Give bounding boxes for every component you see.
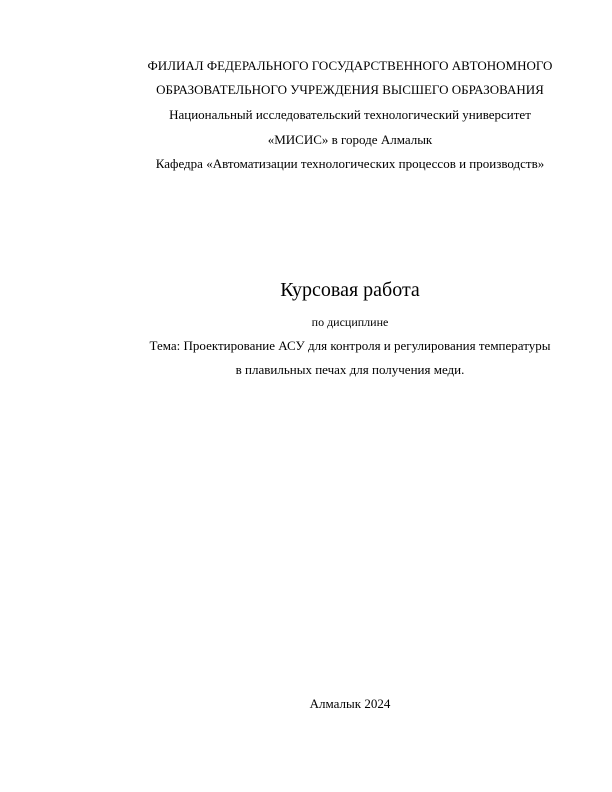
document-title: Курсовая работа [280,279,420,301]
discipline-label: по дисциплине [311,315,389,329]
city-year: Алмалык 2024 [309,696,391,711]
university-name: Национальный исследовательский технологический университет [169,107,531,122]
institution-line-2: ОБРАЗОВАТЕЛЬНОГО УЧРЕЖДЕНИЯ ВЫСШЕГО ОБРАЗОВАНИЯ [156,82,544,97]
department-name: Кафедра «Автоматизации технологических процессов и производств» [155,156,545,171]
topic-line-1: Тема: Проектирование АСУ для контроля и регулирования температуры [149,338,551,353]
topic-line-2: в плавильных печах для получения меди. [235,362,465,377]
university-location: «МИСИС» в городе Алмалык [267,132,433,147]
institution-line-1: ФИЛИАЛ ФЕДЕРАЛЬНОГО ГОСУДАРСТВЕННОГО АВТОНОМНОГО [147,58,553,73]
